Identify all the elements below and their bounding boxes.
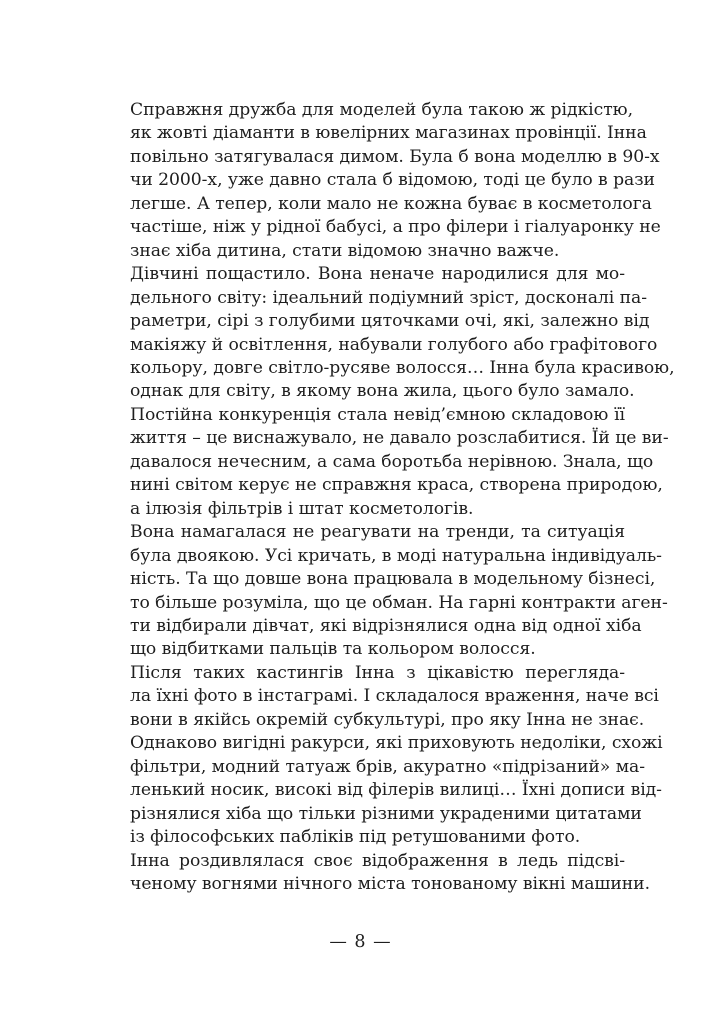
text-line: Справжня дружба для моделей була такою ж рідкістю, xyxy=(130,100,633,120)
text-line: знає хіба дитина, стати відомою значно важче. xyxy=(130,240,560,261)
text-line: ність. Та що довше вона працювала в модельному бізнесі, xyxy=(130,569,656,590)
text-line: Вона намагалася не реагувати на тренди, та ситуація xyxy=(130,522,625,543)
text-line: макіяжу й освітлення, набували голубого або графітового xyxy=(130,334,658,355)
text-line: ченому вогнями нічного міста тонованому вікні машини. xyxy=(130,873,650,894)
text-line: Однаково вигідні ракурси, які приховують недоліки, схожі xyxy=(130,733,663,754)
text-line: однак для світу, в якому вона жила, цього було замало. xyxy=(130,381,635,402)
text-line: дельного світу: ідеальний подіумний зріст, досконалі па- xyxy=(130,287,647,308)
text-line: фільтри, модний татуаж брів, акуратно «підрізаний» ма- xyxy=(130,756,645,777)
text-line: Дівчині пощастило. Вона неначе народилися для мо- xyxy=(130,264,625,285)
text-line: ла їхні фото в інстаграмі. І складалося враження, наче всі xyxy=(130,686,659,707)
text-line: повільно затягувалася димом. Була б вона моделлю в 90-х xyxy=(130,146,660,167)
paragraph xyxy=(97,850,650,897)
text-line: ти відбирали дівчат, які відрізнялися одна від одної хіба xyxy=(130,615,642,636)
text-line: Інна роздивлялася своє відображення в ледь підсві- xyxy=(130,850,625,871)
paragraph xyxy=(97,404,669,521)
text-line: раметри, сірі з голубими цяточками очі, які, залежно від xyxy=(130,311,650,332)
text-line: ленький носик, високі від філерів вилиці… Їхні дописи від- xyxy=(130,780,662,801)
text-line: вони в якійсь окремій субкультурі, про яку Інна не знає. xyxy=(130,709,645,730)
text-line: давалося нечесним, а сама боротьба нерівною. Знала, що xyxy=(130,451,654,472)
text-line: Постійна конкуренція стала невід’ємною складовою її xyxy=(130,404,625,425)
text-line: легше. А тепер, коли мало не кожна буває в косметолога xyxy=(130,193,652,214)
text-line: життя – це виснажувало, не давало розслабитися. Їй це ви- xyxy=(130,428,669,449)
text-line: із філософських пабліків під ретушованими фото. xyxy=(130,827,581,848)
paragraph xyxy=(97,263,675,404)
text-line: чи 2000-х, уже давно стала б відомою, тоді це було в рази xyxy=(130,170,655,191)
paragraph xyxy=(97,99,661,263)
text-line: Після таких кастингів Інна з цікавістю переглядa- xyxy=(130,662,625,683)
text-line: різнялися хіба що тільки різними украденими цитатами xyxy=(130,803,642,824)
paragraph xyxy=(97,662,663,850)
paragraph xyxy=(97,521,668,662)
text-line: то більше розуміла, що це обман. На гарні контракти аген- xyxy=(130,592,668,613)
text-line: нині світом керує не справжня краса, створена природою, xyxy=(130,475,663,496)
text-line: була двоякою. Усі кричать, в моді натуральна індивідуаль- xyxy=(130,545,662,566)
text-line: частіше, ніж у рідної бабусі, а про філери і гіалуаронку не xyxy=(130,217,661,238)
text-line: як жовті діаманти в ювелірних магазинах провінції. Інна xyxy=(130,123,647,144)
text-line: що відбитками пальців та кольором волосся. xyxy=(130,639,536,660)
page-number: — 8 — xyxy=(329,932,392,952)
page-body-text xyxy=(97,99,675,896)
text-line: а ілюзія фільтрів і штат косметологів. xyxy=(130,498,474,519)
text-line: кольору, довге світло-русяве волосся… Інна була красивою, xyxy=(130,357,675,378)
